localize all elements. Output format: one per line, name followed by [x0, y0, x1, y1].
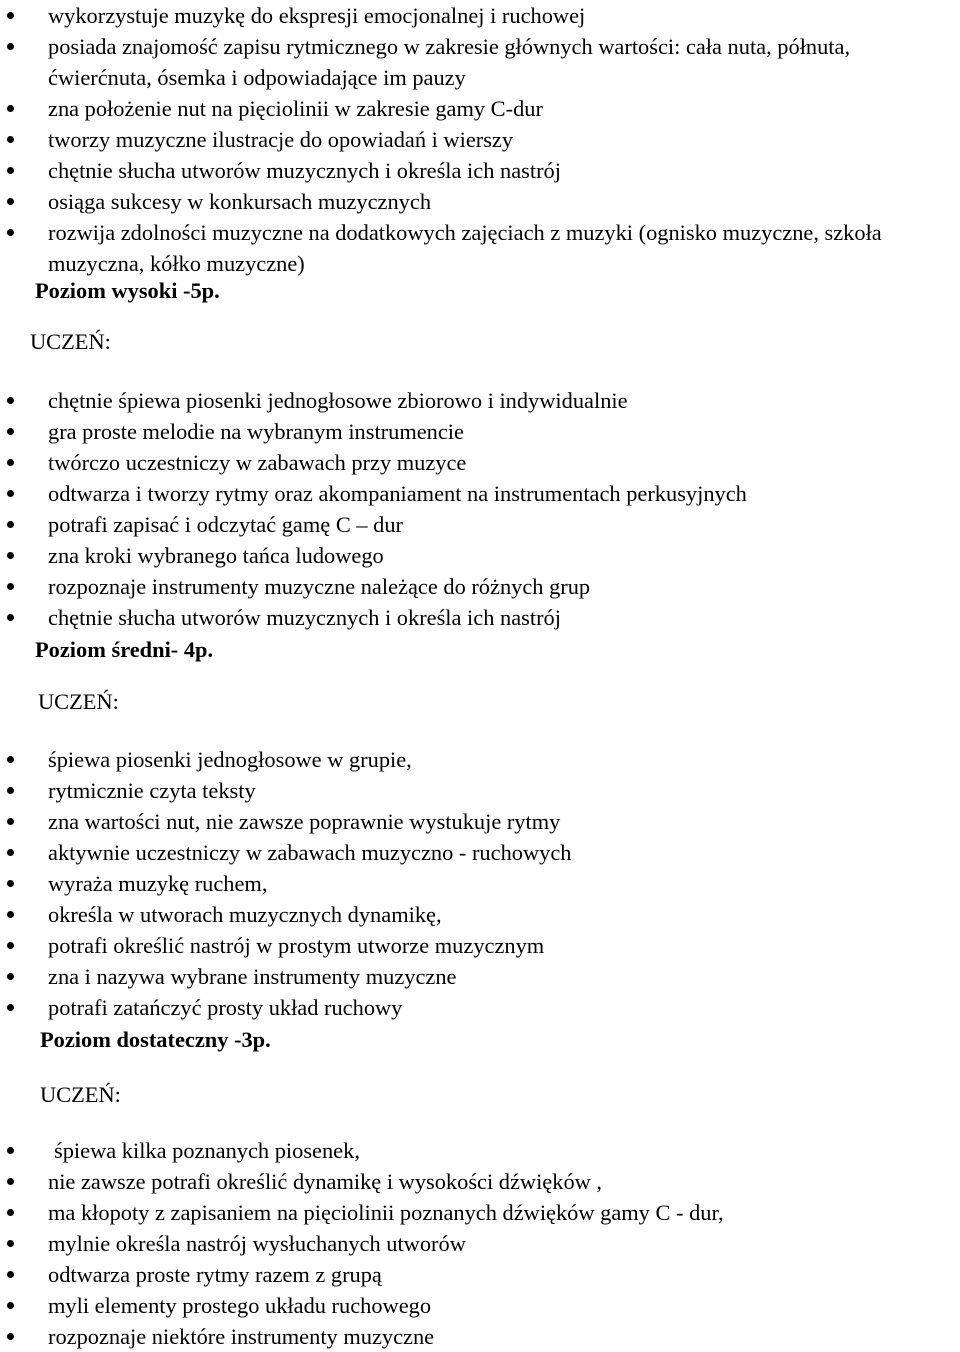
list-item: potrafi zatańczyć prosty układ ruchowy [0, 992, 960, 1023]
student-label: UCZEŃ: [38, 689, 119, 714]
list-item: chętnie słucha utworów muzycznych i określa ich nastrój [0, 155, 960, 186]
criteria-list-sufficient [0, 1135, 960, 1352]
list-item: aktywnie uczestniczy w zabawach muzyczno - ruchowych [0, 837, 960, 868]
list-item: rozwija zdolności muzyczne na dodatkowych zajęciach z muzyki (ognisko muzyczne, szkoła muzyczna, kółko muzyczne) [0, 217, 960, 279]
criteria-list-mid [0, 744, 960, 1023]
list-item: odtwarza proste rytmy razem z grupą [0, 1259, 960, 1290]
criteria-list-top [0, 0, 960, 279]
list-item: posiada znajomość zapisu rytmicznego w zakresie głównych wartości: cała nuta, półnuta, ćwierćnuta, ósemka i odpowiadające im pauzy [0, 31, 960, 93]
list-item: chętnie słucha utworów muzycznych i określa ich nastrój [0, 602, 960, 633]
list-item: potrafi zapisać i odczytać gamę C – dur [0, 509, 960, 540]
student-label: UCZEŃ: [40, 1082, 121, 1107]
list-item: ma kłopoty z zapisaniem na pięciolinii poznanych dźwięków gamy C - dur, [0, 1197, 960, 1228]
criteria-list-high [0, 385, 960, 633]
level-heading-high: Poziom wysoki -5p. [35, 278, 220, 303]
student-label: UCZEŃ: [30, 329, 111, 354]
list-item: nie zawsze potrafi określić dynamikę i wysokości dźwięków , [0, 1166, 960, 1197]
list-item: tworzy muzyczne ilustracje do opowiadań i wierszy [0, 124, 960, 155]
list-item: zna i nazywa wybrane instrumenty muzyczne [0, 961, 960, 992]
list-item: potrafi określić nastrój w prostym utworze muzycznym [0, 930, 960, 961]
list-item: osiąga sukcesy w konkursach muzycznych [0, 186, 960, 217]
list-item: zna wartości nut, nie zawsze poprawnie wystukuje rytmy [0, 806, 960, 837]
list-item: określa w utworach muzycznych dynamikę, [0, 899, 960, 930]
list-item: zna położenie nut na pięciolinii w zakresie gamy C-dur [0, 93, 960, 124]
list-item: odtwarza i tworzy rytmy oraz akompaniament na instrumentach perkusyjnych [0, 478, 960, 509]
list-item: rozpoznaje niektóre instrumenty muzyczne [0, 1321, 960, 1352]
list-item: myli elementy prostego układu ruchowego [0, 1290, 960, 1321]
list-item: chętnie śpiewa piosenki jednogłosowe zbiorowo i indywidualnie [0, 385, 960, 416]
list-item: wykorzystuje muzykę do ekspresji emocjonalnej i ruchowej [0, 0, 960, 31]
list-item: zna kroki wybranego tańca ludowego [0, 540, 960, 571]
level-heading-sufficient: Poziom dostateczny -3p. [40, 1027, 271, 1052]
list-item: mylnie określa nastrój wysłuchanych utworów [0, 1228, 960, 1259]
list-item: rytmicznie czyta teksty [0, 775, 960, 806]
list-item: rozpoznaje instrumenty muzyczne należące do różnych grup [0, 571, 960, 602]
list-item: twórczo uczestniczy w zabawach przy muzyce [0, 447, 960, 478]
list-item: wyraża muzykę ruchem, [0, 868, 960, 899]
list-item: śpiewa piosenki jednogłosowe w grupie, [0, 744, 960, 775]
level-heading-mid: Poziom średni- 4p. [35, 637, 214, 662]
list-item: śpiewa kilka poznanych piosenek, [0, 1135, 960, 1166]
list-item: gra proste melodie na wybranym instrumencie [0, 416, 960, 447]
